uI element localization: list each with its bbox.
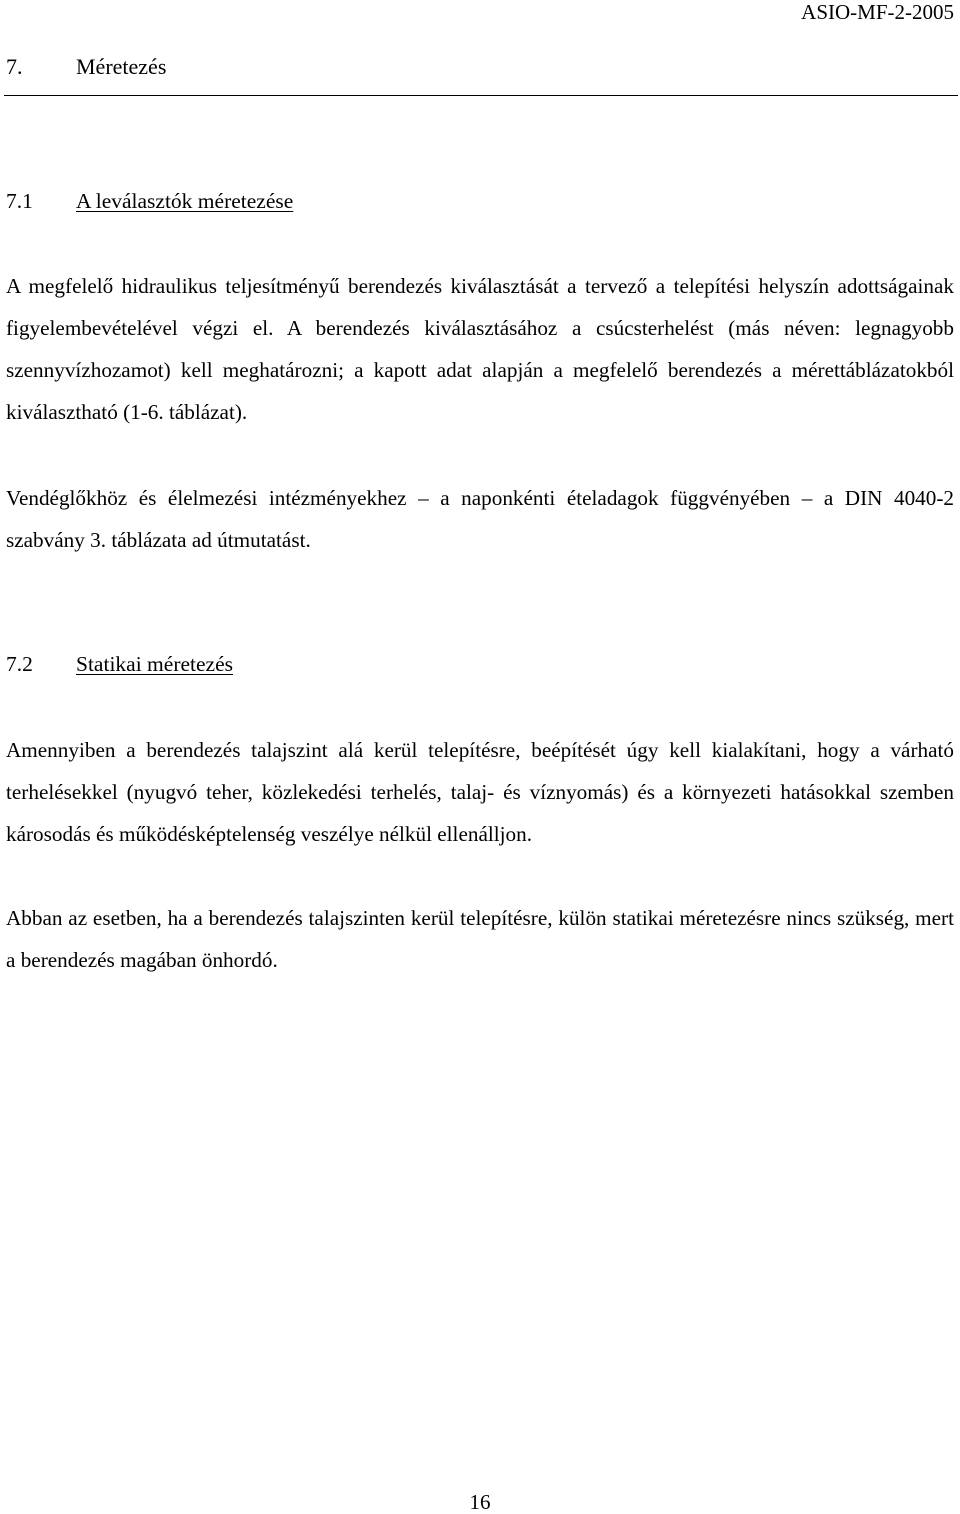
chapter-heading <box>6 54 166 80</box>
header-divider <box>4 95 958 96</box>
chapter-title: Méretezés <box>76 54 167 79</box>
section-heading-7-2 <box>6 651 233 677</box>
section-number: 7.2 <box>6 652 33 676</box>
section-title: Statikai méretezés <box>76 652 233 676</box>
paragraph-underground-installation: Amennyiben a berendezés talajszint alá kerül telepítésre, beépítését úgy kell kialakítani, hogy a várható terhelésekkel (nyugvó teher, közlekedési terhelés, talaj- és víznyomás) és a környezeti hatásokkal szemben károsodás és működésképtelenség veszélye nélkül ellenálljon. <box>6 738 954 846</box>
section-title: A leválasztók méretezése <box>76 189 294 213</box>
document-code: ASIO-MF-2-2005 <box>801 0 954 24</box>
paragraph-sizing-selection: A megfelelő hidraulikus teljesítményű berendezés kiválasztását a tervező a telepítési helyszín adottságainak figyelembevételével végzi el. A berendezés kiválasztásához a csúcsterhelést (más néven: legnagyobb szennyvízhozamot) kell meghatározni; a kapott adat alapján a megfelelő berendezés a mérettáblázatokból kiválasztható (1-6. táblázat). <box>6 274 954 424</box>
paragraph-ground-level-installation: Abban az esetben, ha a berendezés talajszinten kerül telepítésre, külön statikai méretezésre nincs szükség, mert a berendezés magában önhordó. <box>6 906 954 972</box>
page-number: 16 <box>469 1490 491 1514</box>
section-heading-7-1 <box>6 188 293 214</box>
chapter-number: 7. <box>6 54 23 79</box>
paragraph-restaurant-guidance: Vendéglőkhöz és élelmezési intézményekhez – a naponkénti ételadagok függvényében – a DIN 4040-2 szabvány 3. táblázata ad útmutatást. <box>6 486 954 552</box>
section-number: 7.1 <box>6 189 33 213</box>
